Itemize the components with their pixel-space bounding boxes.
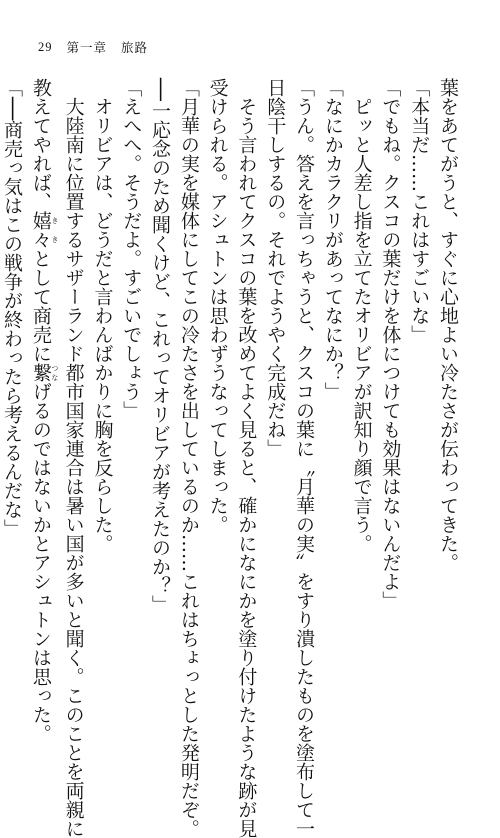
ruby-base: 繋 <box>29 363 52 382</box>
chapter-label: 第一章 <box>66 40 108 55</box>
text-line: そう言われてクスコの葉を改めてよく見ると、確かになにかを塗り付けたような跡が見 <box>235 78 258 838</box>
ruby-reading: きき <box>50 211 59 249</box>
vertical-text-body <box>1 78 462 838</box>
text-line: オリビアは、どうだと言わんばかりに胸を反らした。 <box>91 78 114 553</box>
page-number: 29 <box>38 39 53 54</box>
ruby-kiki <box>29 211 59 249</box>
text-line: 受けられる。アシュトンは思わずうなってしまった。 <box>206 78 229 534</box>
text-line-with-ruby: 教えてやれば、嬉々 ききとして商売に繋 つなげるのではないかとアシュトンは思った。 <box>29 78 59 743</box>
text-line: 「なにかカラクリがあってなにか？」 <box>321 78 344 401</box>
text-line: 「──商売っ気はこの戦争が終わったら考えるんだな」 <box>1 78 24 538</box>
text-line: 「月華の実を媒体にしてこの冷たさを出しているのか……これはちょっとした発明だぞ。 <box>177 78 200 838</box>
text-line: ──一応念のため聞くけど、これってオリビアが考えたのか？」 <box>149 78 172 614</box>
text-line: 「えへへ。そうだよ。すごいでしょう」 <box>120 78 143 420</box>
text-line: 「でもね。クスコの葉だけを体につけても効果はないんだよ」 <box>379 78 402 610</box>
text-line: ピッと人差し指を立てたオリビアが訳知り顔で言う。 <box>350 78 373 553</box>
text-line: 「本当だ……これはすごいな」 <box>408 78 431 344</box>
text-line: 葉をあてがうと、すぐに心地よい冷たさが伝わってきた。 <box>437 78 459 572</box>
running-header <box>38 38 148 56</box>
text-line: 日陰干しするの。それでようやく完成だね」 <box>264 78 287 458</box>
ruby-reading: つな <box>50 363 59 382</box>
text-line: 大陸南に位置するサザーランド都市国家連合は暑い国が多いと聞く。このことを両親に <box>62 78 85 838</box>
ruby-base: 嬉々 <box>29 211 52 249</box>
chapter-title: 旅路 <box>121 40 149 55</box>
text-line: 「うん。答えを言っちゃうと、クスコの葉に〝月華の実〟をすり潰したものを塗布して一 <box>293 78 316 838</box>
ruby-tsuna <box>29 363 59 382</box>
